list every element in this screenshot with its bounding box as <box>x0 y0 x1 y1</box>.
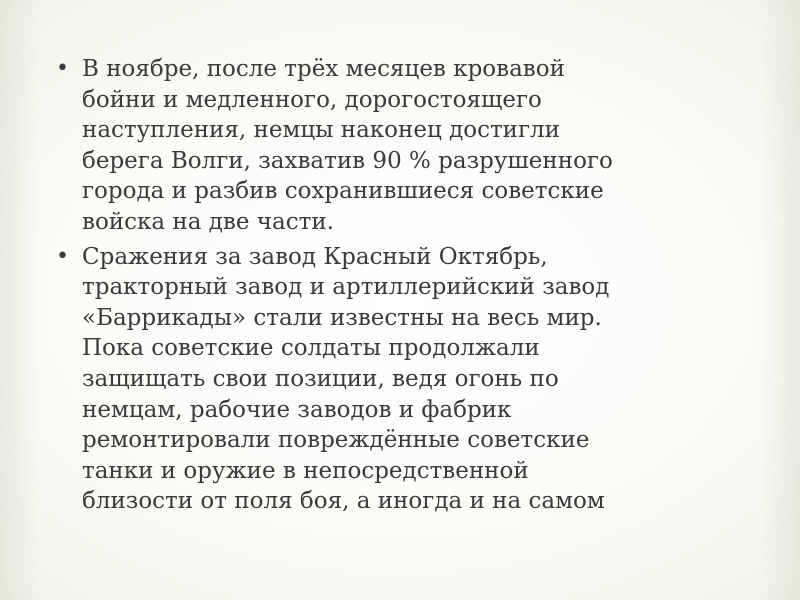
bullet-list <box>56 54 776 521</box>
slide-left-shade <box>0 0 40 600</box>
bullet-item-november <box>56 54 776 238</box>
bullet-text-november: В ноябре, после трёх месяцев кровавой бойни и медленного, дорогостоящего наступления, немцы наконец достигли берега Волги, захватив 90 % разрушенного города и разбив сохранившиеся советские войска на две части. <box>82 56 613 235</box>
bullet-item-factories <box>56 242 776 517</box>
bullet-dot-icon: • <box>56 243 69 269</box>
bullet-dot-icon: • <box>56 56 69 81</box>
bullet-text-factories: Сражения за завод Красный Октябрь, тракторный завод и артиллерийский завод «Баррикады» стали известны на весь мир. Пока советские солдаты продолжали защищать свои позиции, ведя огонь по немцам, рабочие заводов и фабрик ремонтировали повреждённые советские танки и оружие в непосредственной близости от поля боя, а иногда и на самом <box>82 243 610 515</box>
